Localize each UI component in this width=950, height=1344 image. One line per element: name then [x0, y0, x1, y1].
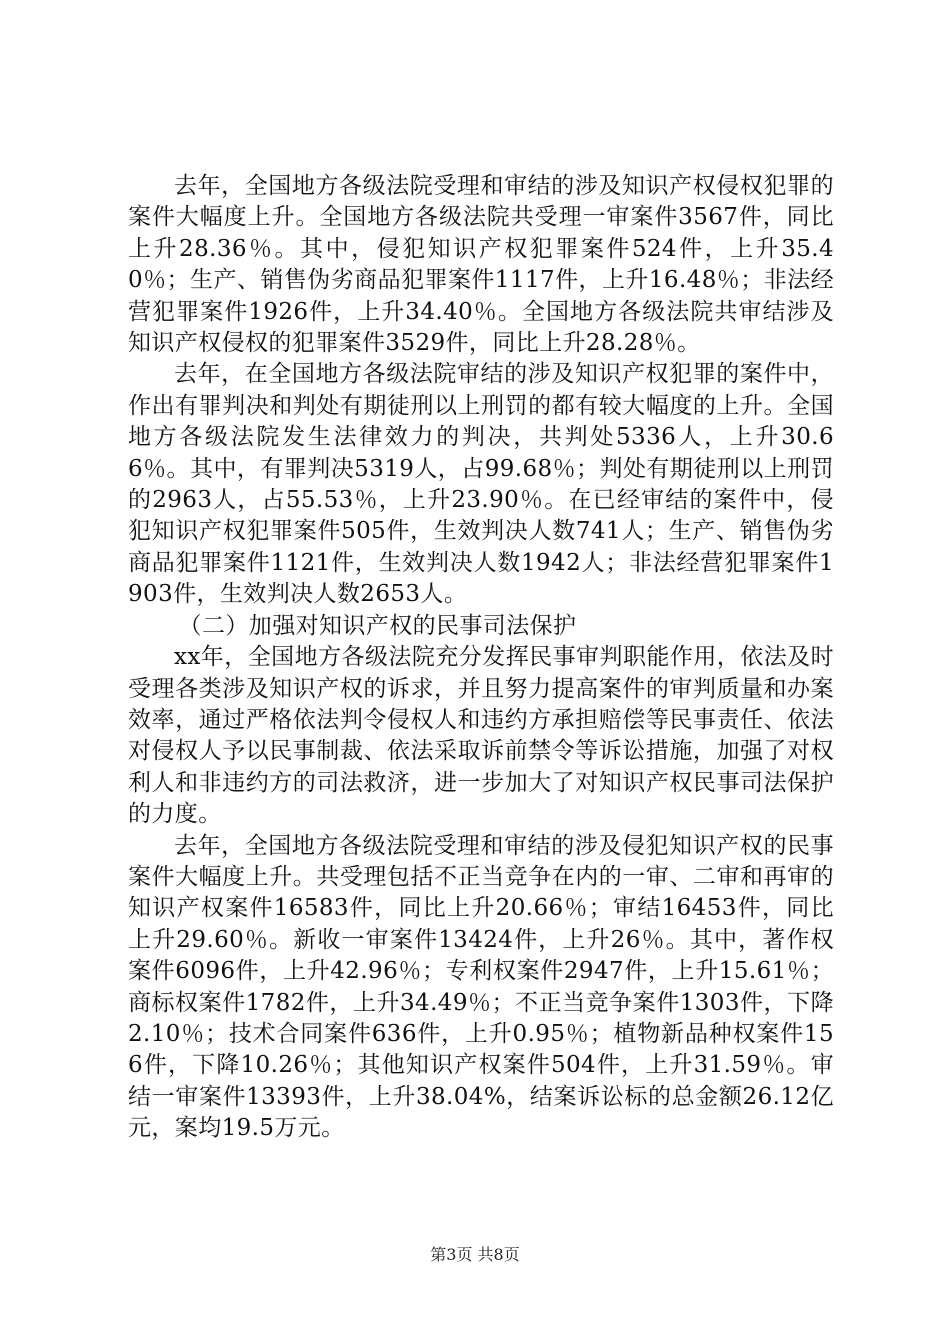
section-heading-civil-protection: （二）加强对知识产权的民事司法保护 — [178, 612, 577, 639]
paragraph-criminal-cases-accepted: 去年，全国地方各级法院受理和审结的涉及知识产权侵权犯罪的案件大幅度上升。全国地方各级法院共受理一审案件3567件，同比上升28.36％。其中，侵犯知识产权犯罪案件524件，上升35.40％；生产、销售伪劣商品犯罪案件1117件，上升16.48％；非法经营犯罪案件1926件，上升34.40％。全国地方各级法院共审结涉及知识产权侵权的犯罪案件3529件，同比上升28.28％。 — [128, 173, 834, 357]
paragraph-criminal-judgments: 去年，在全国地方各级法院审结的涉及知识产权犯罪的案件中，作出有罪判决和判处有期徒刑以上刑罚的都有较大幅度的上升。全国地方各级法院发生法律效力的判决，共判处5336人，上升30.66％。其中，有罪判决5319人，占99.68％；判处有期徒刑以上刑罚的2963人，占55.53％，上升23.90％。在已经审结的案件中，侵犯知识产权犯罪案件505件，生效判决人数741人；生产、销售伪劣商品犯罪案件1121件，生效判决人数1942人；非法经营犯罪案件1903件，生效判决人数2653人。 — [128, 361, 834, 608]
page-number-footer: 第3页 共8页 — [430, 1245, 520, 1264]
paragraph-civil-case-statistics: 去年，全国地方各级法院受理和审结的涉及侵犯知识产权的民事案件大幅度上升。共受理包括不正当竞争在内的一审、二审和再审的知识产权案件16583件，同比上升20.66％；审结16453件，同比上升29.60％。新收一审案件13424件，上升26％。其中，著作权案件6096件，上升42.96％；专利权案件2947件，上升15.61％；商标权案件1782件，上升34.49％；不正当竞争案件1303件，下降2.10％；技术合同案件636件，上升0.95％；植物新品种权案件156件，下降10.26％；其他知识产权案件504件，上升31.59％。审结一审案件13393件，上升38.04%，结案诉讼标的总金额26.12亿元，案均19.5万元。 — [128, 832, 834, 1142]
paragraph-civil-protection-overview: xx年，全国地方各级法院充分发挥民事审判职能作用，依法及时受理各类涉及知识产权的诉求，并且努力提高案件的审判质量和办案效率，通过严格依法判令侵权人和违约方承担赔偿等民事责任、依法对侵权人予以民事制裁、依法采取诉前禁令等诉讼措施，加强了对权利人和非违约方的司法救济，进一步加大了对知识产权民事司法保护的力度。 — [128, 644, 834, 828]
document-body — [128, 171, 834, 1145]
